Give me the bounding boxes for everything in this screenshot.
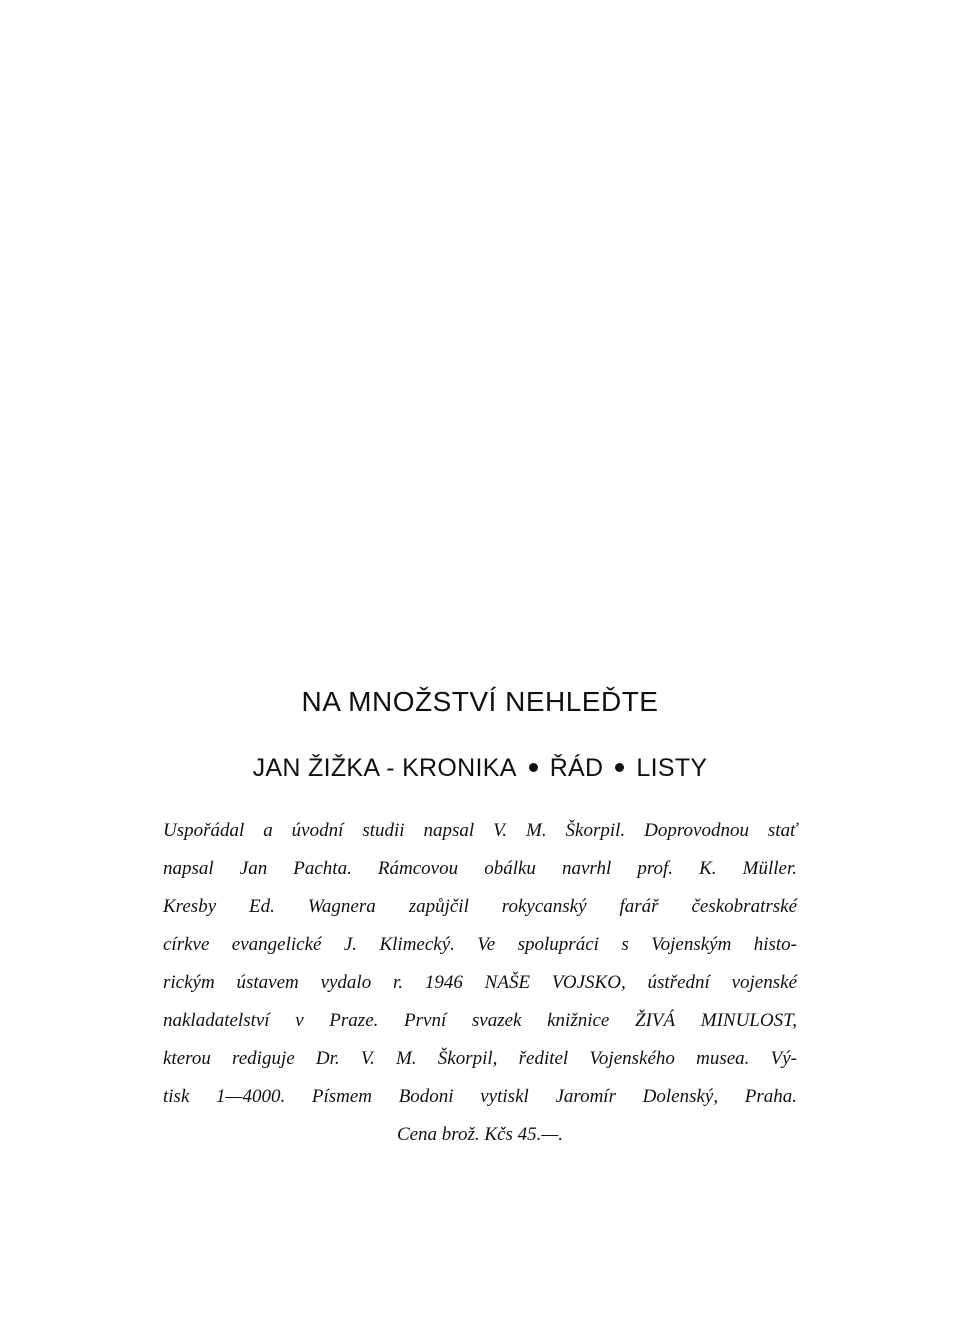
colophon-line: církve evangelické J. Klimecký. Ve spolupráci s Vojenským histo- [163, 934, 797, 955]
colophon-text [163, 812, 797, 1154]
colophon-line: rickým ústavem vydalo r. 1946 NAŠE VOJSKO, ústřední vojenské [163, 972, 797, 993]
colophon-line: kterou rediguje Dr. V. M. Škorpil, ředitel Vojenského musea. Vý- [163, 1048, 797, 1069]
colophon-line: Kresby Ed. Wagnera zapůjčil rokycanský farář českobratrské [163, 896, 797, 917]
bullet-separator-icon [615, 763, 624, 772]
colophon-line: tisk 1—4000. Písmem Bodoni vytiskl Jaromír Dolenský, Praha. [163, 1086, 797, 1107]
colophon-line: nakladatelství v Praze. První svazek knižnice ŽIVÁ MINULOST, [163, 1010, 797, 1031]
subtitle-part-2: ŘÁD [549, 754, 604, 782]
subtitle-part-3: LISTY [636, 754, 708, 782]
colophon-line: napsal Jan Pachta. Rámcovou obálku navrhl prof. K. Müller. [163, 858, 797, 879]
subtitle-part-1: JAN ŽIŽKA - KRONIKA [252, 754, 517, 782]
bullet-separator-icon [529, 763, 538, 772]
page-title: NA MNOŽSTVÍ NEHLEĎTE [301, 686, 659, 717]
colophon-line: Uspořádal a úvodní studii napsal V. M. Škorpil. Doprovodnou stať [163, 820, 797, 841]
colophon-price-line: Cena brož. Kčs 45.—. [396, 1124, 564, 1145]
subtitle [0, 754, 960, 783]
